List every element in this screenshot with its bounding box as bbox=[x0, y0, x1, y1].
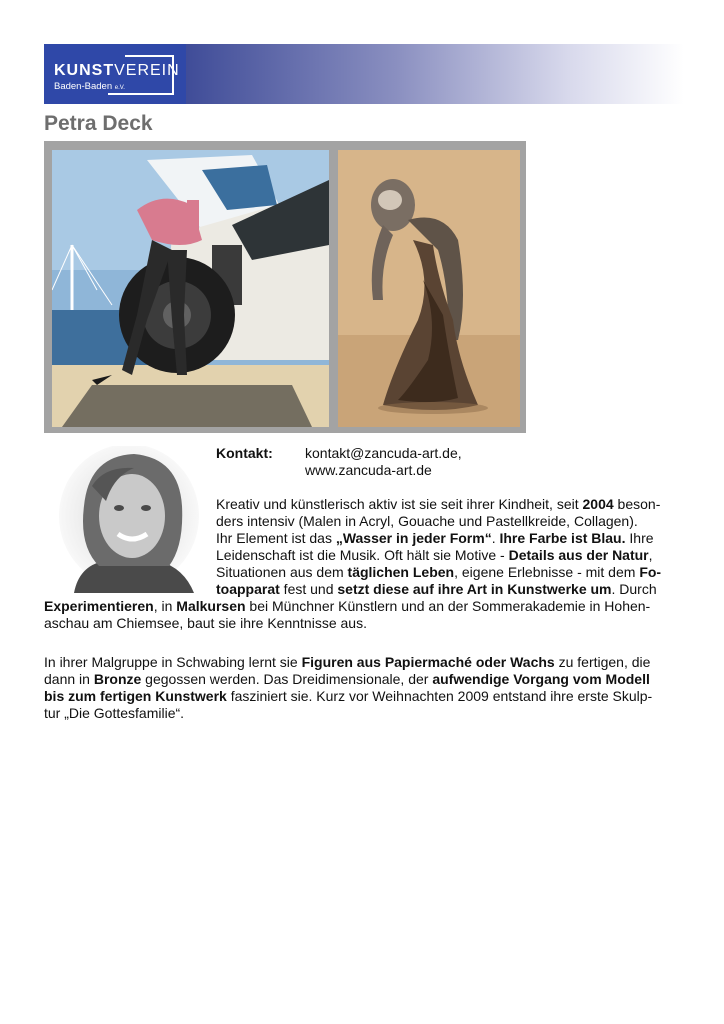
page-title: Petra Deck bbox=[44, 112, 153, 135]
contact-details bbox=[305, 445, 462, 479]
bio-line: dann in Bronze gegossen werden. Das Dreidimensionale, der aufwendige Vorgang vom Modell bbox=[44, 671, 650, 687]
bio-line: aschau am Chiemsee, baut sie ihre Kenntnisse aus. bbox=[44, 615, 367, 631]
bio-line: ders intensiv (Malen in Acryl, Gouache und Pastellkreide, Collagen). bbox=[216, 513, 638, 529]
header-banner bbox=[44, 44, 684, 104]
bio-line: Leidenschaft ist die Musik. Oft hält sie Motive - Details aus der Natur, bbox=[216, 547, 653, 563]
bio-line: Experimentieren, in Malkursen bei Münchner Künstlern und an der Sommerakademie in Hohen- bbox=[44, 598, 651, 614]
bio-line: toapparat fest und setzt diese auf ihre Art in Kunstwerke um. Durch bbox=[216, 581, 657, 597]
bio-line: Situationen aus dem täglichen Leben, eigene Erlebnisse - mit dem Fo- bbox=[216, 564, 662, 580]
contact-label: Kontakt: bbox=[216, 445, 273, 461]
email-link[interactable]: kontakt@zancuda-art.de, bbox=[305, 445, 462, 461]
bio-line: Kreativ und künstlerisch aktiv ist sie seit ihrer Kindheit, seit 2004 beson- bbox=[216, 496, 661, 512]
website-link[interactable]: www.zancuda-art.de bbox=[305, 462, 432, 478]
kunstverein-logo[interactable] bbox=[44, 44, 186, 104]
bio-line: In ihrer Malgruppe in Schwabing lernt sie Figuren aus Papiermaché oder Wachs zu fertigen, die bbox=[44, 654, 651, 670]
painting-woman-car-image bbox=[52, 150, 329, 427]
bio-line: tur „Die Gottesfamilie“. bbox=[44, 705, 185, 721]
sculpture-figure-image bbox=[338, 150, 520, 427]
logo-frame-line bbox=[108, 93, 174, 95]
bio-line: bis zum fertigen Kunstwerk fasziniert sie. Kurz vor Weihnachten 2009 entstand ihre erste Skulp- bbox=[44, 688, 653, 704]
logo-city: Baden-Baden e.V. bbox=[54, 81, 125, 92]
logo-frame-line bbox=[125, 55, 174, 57]
artist-portrait-image bbox=[44, 446, 209, 593]
bio-line: Ihr Element ist das „Wasser in jeder Form“. Ihre Farbe ist Blau. Ihre bbox=[216, 530, 654, 546]
logo-wordmark: KUNSTVEREIN bbox=[54, 62, 180, 79]
